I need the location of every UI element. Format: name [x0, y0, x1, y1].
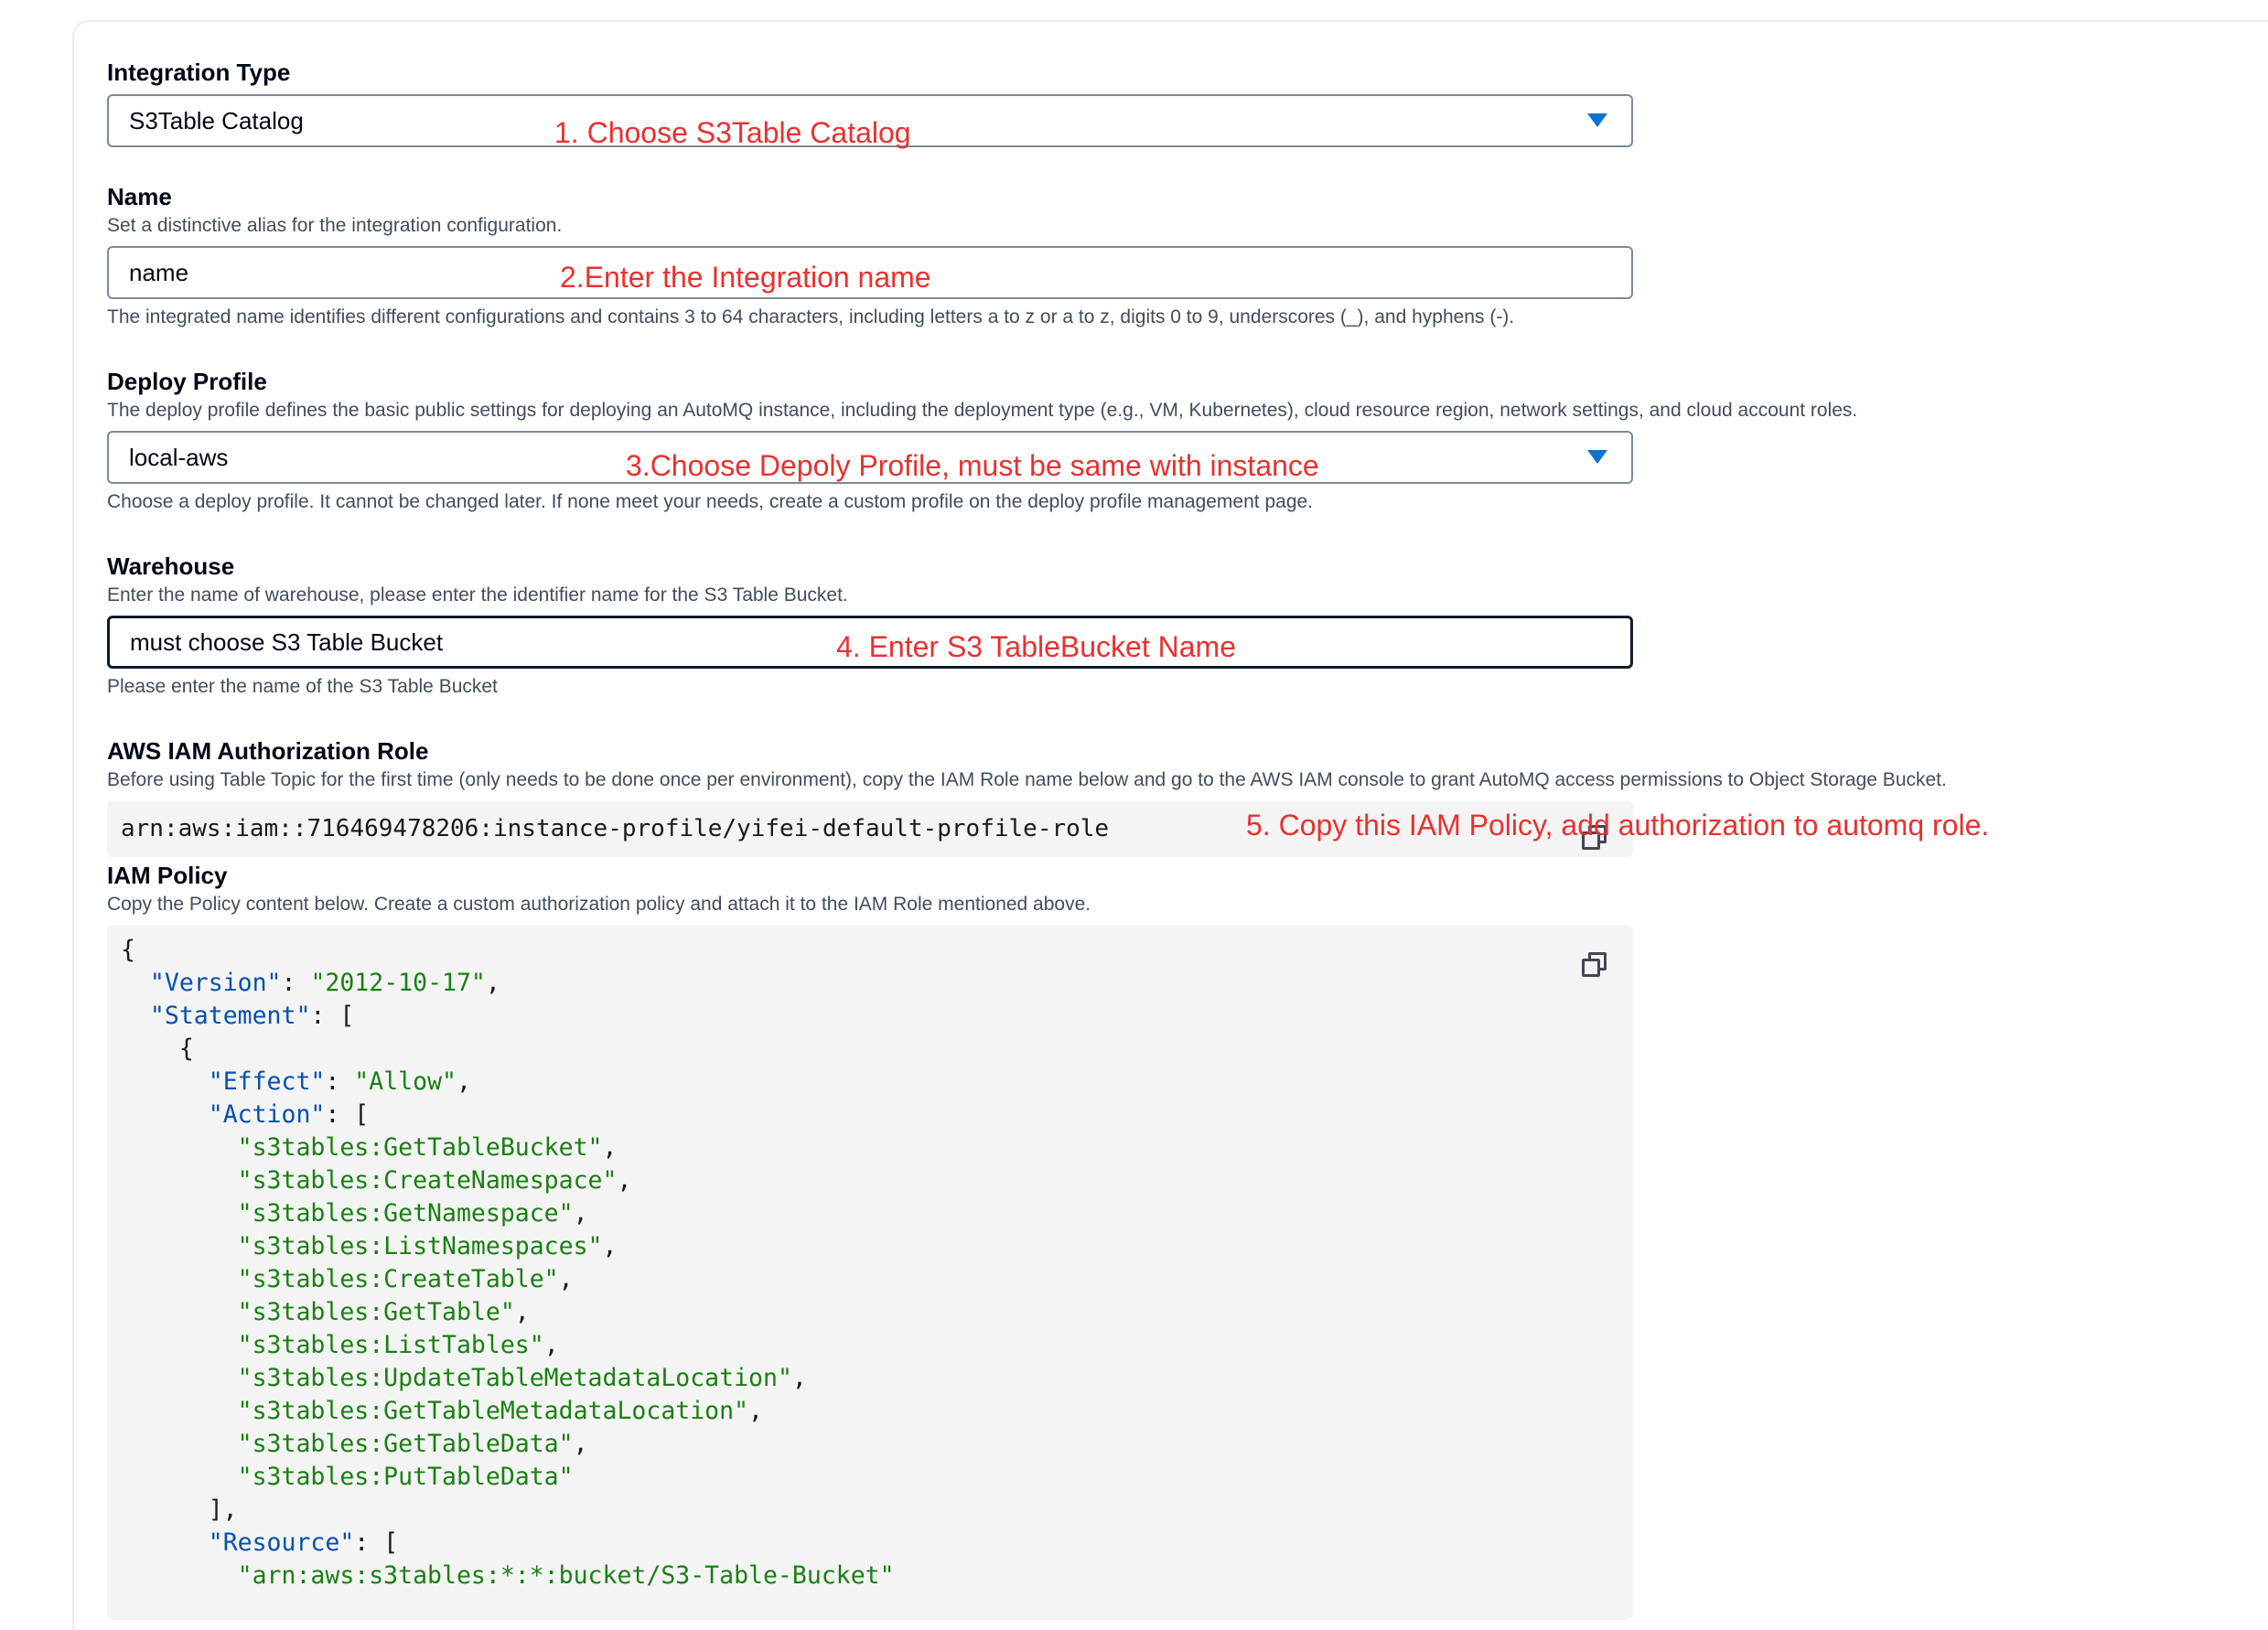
json-version-line: "Version": "2012-10-17", — [149, 969, 500, 997]
deploy-profile-value: local-aws — [129, 443, 229, 471]
json-resource-item: "arn:aws:s3tables:*:*:bucket/S3-Table-Bucket" — [237, 1561, 895, 1590]
json-statement-open: { — [121, 1035, 194, 1063]
json-action-item: "s3tables:CreateNamespace", — [237, 1166, 632, 1195]
warehouse-description: Enter the name of warehouse, please enter the identifier name for the S3 Table Bucket. — [107, 584, 848, 606]
iam-policy-label: IAM Policy — [107, 862, 228, 889]
json-action-item: "s3tables:ListTables", — [237, 1331, 559, 1359]
iam-policy-code-block — [107, 925, 1633, 1620]
integration-type-label: Integration Type — [107, 59, 291, 86]
deploy-profile-description: The deploy profile defines the basic public settings for deploying an AutoMQ instance, including the deployment type (e.g., VM, Kubernetes), cloud resource region, network settings, and cloud account roles. — [107, 400, 1858, 421]
deploy-profile-label: Deploy Profile — [107, 368, 267, 395]
json-action-item: "s3tables:GetTable", — [237, 1298, 530, 1326]
json-action-item: "s3tables:PutTableData" — [237, 1463, 574, 1491]
warehouse-hint: Please enter the name of the S3 Table Bucket — [107, 676, 498, 697]
annotation-step-5: 5. Copy this IAM Policy, add authorization to automq role. — [1246, 809, 1990, 842]
copy-icon[interactable] — [1582, 952, 1607, 978]
json-action-item: "s3tables:UpdateTableMetadataLocation", — [237, 1364, 807, 1392]
json-open-brace: { — [121, 936, 135, 964]
iam-role-label: AWS IAM Authorization Role — [107, 737, 429, 765]
iam-role-description: Before using Table Topic for the first time (only needs to be done once per environment), copy the IAM Role name below and go to the AWS IAM console to grant AutoMQ access permissions to Object Storage Bucket. — [107, 769, 1947, 790]
json-action-close: ], — [121, 1496, 238, 1524]
json-action-item: "s3tables:GetTableMetadataLocation", — [237, 1397, 764, 1425]
json-action-line: "Action": [ — [208, 1100, 370, 1129]
name-input-value: name — [129, 258, 189, 286]
annotation-step-4: 4. Enter S3 TableBucket Name — [836, 630, 1236, 663]
caret-down-icon — [1587, 450, 1607, 464]
deploy-profile-hint: Choose a deploy profile. It cannot be changed later. If none meet your needs, create a custom profile on the deploy profile management page. — [107, 491, 1314, 512]
annotation-step-3: 3.Choose Depoly Profile, must be same with instance — [626, 449, 1319, 482]
json-statement-line: "Statement": [ — [149, 1002, 355, 1030]
annotation-step-1: 1. Choose S3Table Catalog — [554, 116, 911, 149]
annotation-step-2: 2.Enter the Integration name — [560, 261, 931, 294]
json-effect-line: "Effect": "Allow", — [208, 1067, 471, 1096]
json-action-item: "s3tables:GetNamespace", — [237, 1199, 588, 1228]
name-label: Name — [107, 183, 172, 210]
iam-policy-description: Copy the Policy content below. Create a custom authorization policy and attach it to the IAM Role mentioned above. — [107, 894, 1091, 915]
json-action-item: "s3tables:ListNamespaces", — [237, 1232, 618, 1260]
json-action-item: "s3tables:GetTableBucket", — [237, 1133, 618, 1162]
warehouse-input-value: must choose S3 Table Bucket — [130, 627, 444, 656]
warehouse-label: Warehouse — [107, 552, 235, 580]
json-action-item: "s3tables:GetTableData", — [237, 1430, 588, 1458]
iam-role-arn: arn:aws:iam::716469478206:instance-profile/yifei-default-profile-role — [121, 815, 1110, 842]
json-action-item: "s3tables:CreateTable", — [237, 1265, 574, 1293]
integration-type-value: S3Table Catalog — [129, 106, 304, 134]
name-description: Set a distinctive alias for the integration configuration. — [107, 215, 563, 236]
json-resource-line: "Resource": [ — [208, 1528, 399, 1557]
name-hint: The integrated name identifies different configurations and contains 3 to 64 characters, including letters a to z or a to z, digits 0 to 9, underscores (_), and hyphens (-). — [107, 306, 1515, 327]
caret-down-icon — [1587, 113, 1607, 127]
